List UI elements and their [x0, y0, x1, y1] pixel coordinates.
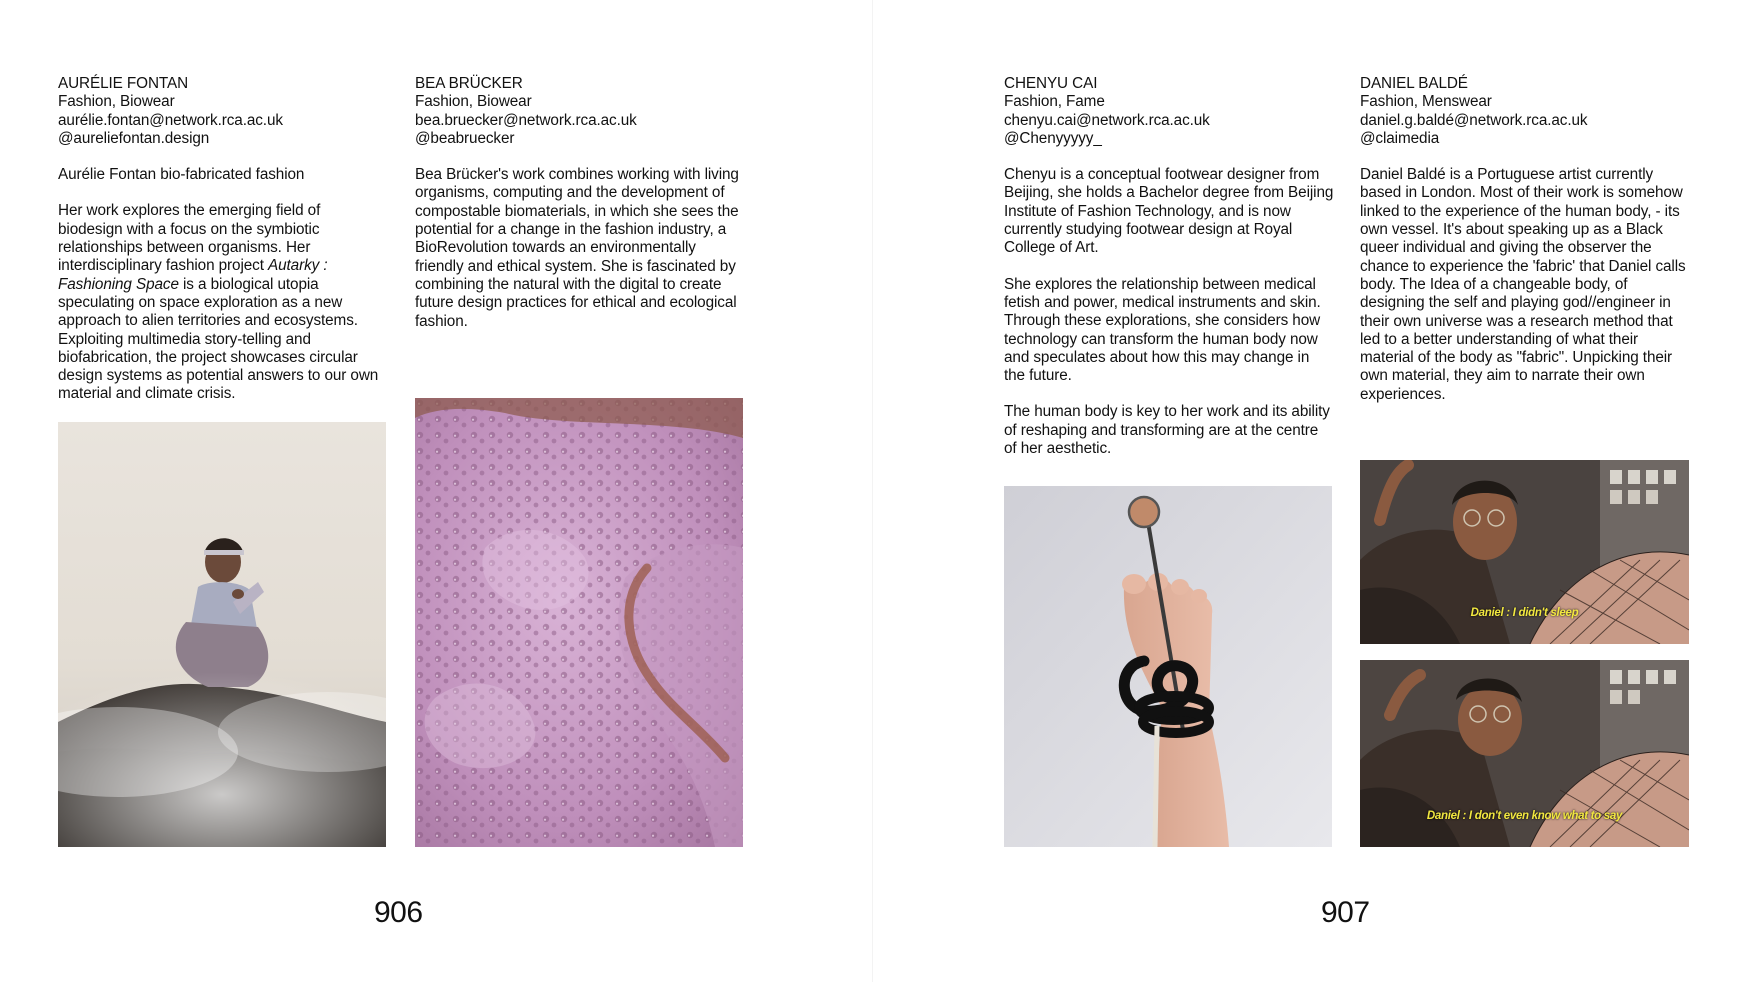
- daniel-balde-still-1: [1360, 460, 1689, 644]
- profile-chenyu-cai: [1004, 75, 1334, 458]
- bio-text-end: is a biological utopia speculating on space exploration as a new approach to alien territories and ecosystems. Exploiting multimedia story-telling and biofabrication, the project showcases circular design systems as potential answers to our own material and climate crisis.: [58, 275, 379, 403]
- profile-handle[interactable]: @Chenyyyyy_: [1004, 129, 1102, 147]
- profile-discipline: Fashion, Biowear: [58, 93, 175, 111]
- profile-bio-paragraph-3: The human body is key to her work and its ability of reshaping and transforming are at the centre of her aesthetic.: [1004, 403, 1330, 458]
- profile-bio-paragraph-1: Chenyu is a conceptual footwear designer from Beijing, she holds a Bachelor degree from Beijing Institute of Fashion Technology, and is now currently studying footwear design at Royal College of Art.: [1004, 166, 1334, 257]
- profile-email[interactable]: aurélie.fontan@network.rca.ac.uk: [58, 111, 283, 129]
- page-number: 907: [1321, 896, 1370, 929]
- subtitle-caption: Daniel : I didn't sleep: [1470, 607, 1579, 619]
- profile-name: AURÉLIE FONTAN: [58, 75, 189, 92]
- profile-handle[interactable]: @aureliefontan.design: [58, 129, 210, 147]
- daniel-balde-still-2: [1360, 660, 1689, 847]
- profile-email[interactable]: bea.bruecker@network.rca.ac.uk: [415, 111, 637, 129]
- profile-aurelie-fontan: [58, 75, 388, 404]
- aurelie-fontan-photo: [58, 422, 386, 847]
- profile-bio: Bea Brücker's work combines working with living organisms, computing and the development of compostable biomaterials, in which she sees the potential for a change in the fashion industry, a BioRevolution towards an environmentally friendly and ethical system. She is fascinated by combining the natural with the digital to create future design practices for ethical and ecological fashion.: [415, 166, 739, 330]
- chenyu-cai-photo: [1004, 486, 1332, 847]
- profile-email[interactable]: chenyu.cai@network.rca.ac.uk: [1004, 111, 1210, 129]
- profile-bea-brucker: [415, 75, 745, 331]
- foot-mirror-image: [1004, 486, 1332, 847]
- profile-bio: Daniel Baldé is a Portuguese artist currently based in London. Most of their work is somehow linked to the experience of the human body, - its own vessel. It's about speaking up as a Black queer individual and giving the observer the chance to experience the 'fabric' that Daniel calls body. The Idea of a changeable body, of designing the self and playing god//engineer in their own universe was a research method that led to a better understanding of what their material of the body as "fabric". Unpicking their own material, they aim to narrate their own experiences.: [1360, 166, 1686, 403]
- profile-name: BEA BRÜCKER: [415, 75, 523, 92]
- profile-name: DANIEL BALDÉ: [1360, 75, 1468, 92]
- page-number: 906: [374, 896, 423, 929]
- profile-name: CHENYU CAI: [1004, 75, 1098, 92]
- bea-brucker-photo: [415, 398, 743, 847]
- profile-bio-paragraph-2: She explores the relationship between medical fetish and power, medical instruments and skin. Through these explorations, she considers how technology can transform the human body now and speculates about how this may change in the future.: [1004, 275, 1321, 385]
- subtitle-caption: Daniel : I don't even know what to say: [1426, 810, 1623, 822]
- biomaterial-texture-image: [415, 398, 743, 847]
- smoke-landscape-image: [58, 422, 386, 847]
- right-page: [873, 0, 1746, 982]
- profile-bio: [58, 202, 388, 403]
- profile-handle[interactable]: @beabruecker: [415, 129, 515, 147]
- bio-text-start: Her work explores the emerging field of biodesign with a focus on the symbiotic relationships between organisms. Her interdisciplinary fashion project: [58, 202, 321, 275]
- profile-email[interactable]: daniel.g.baldé@network.rca.ac.uk: [1360, 111, 1588, 129]
- profile-handle[interactable]: @claimedia: [1360, 129, 1440, 147]
- project-title: Autarky : Fashioning Space: [58, 257, 328, 293]
- profile-discipline: Fashion, Menswear: [1360, 93, 1492, 111]
- profile-discipline: Fashion, Fame: [1004, 93, 1105, 111]
- profile-discipline: Fashion, Biowear: [415, 93, 532, 111]
- profile-daniel-balde: [1360, 75, 1690, 404]
- profile-intro: Aurélie Fontan bio-fabricated fashion: [58, 166, 305, 184]
